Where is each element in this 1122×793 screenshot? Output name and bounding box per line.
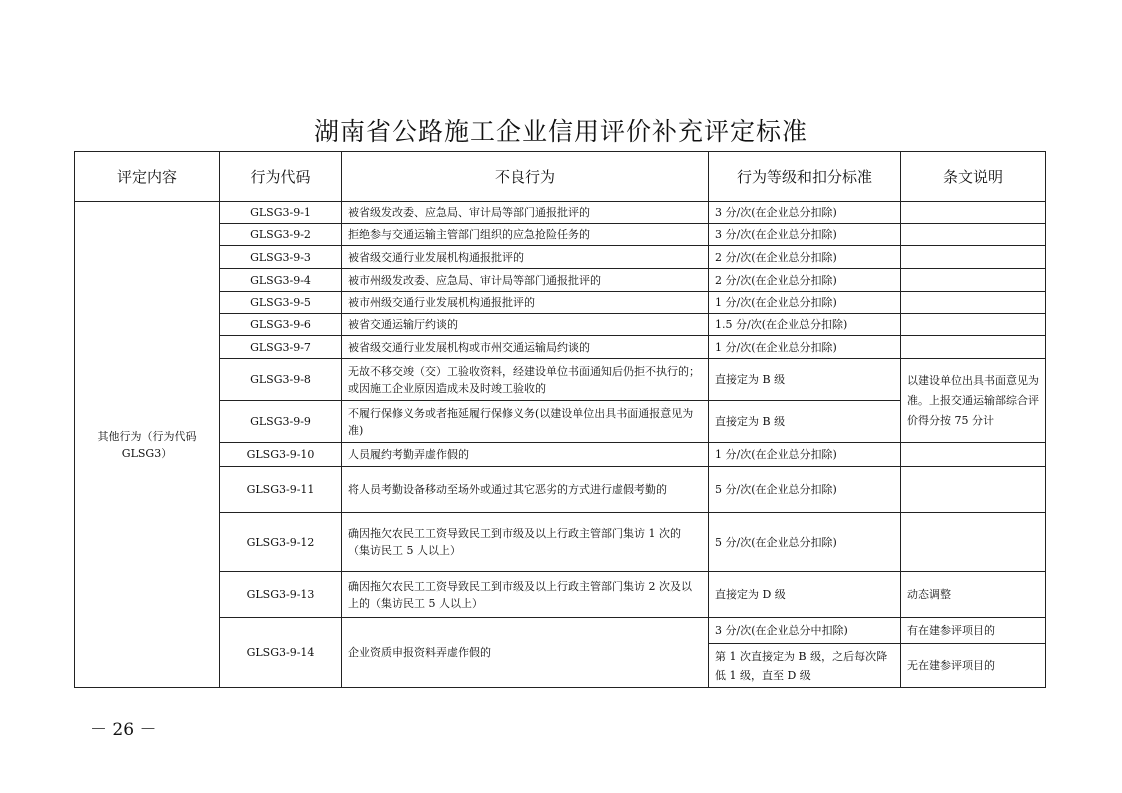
page-number: － 26 － [90,720,157,740]
table-row [75,202,1046,224]
standard-cell: 2 分/次(在企业总分扣除) [709,246,901,269]
note-cell: 以建设单位出具书面意见为准。上报交通运输部综合评价得分按 75 分计 [901,359,1046,443]
standard-cell: 5 分/次(在企业总分扣除) [709,513,901,572]
standard-cell: 3 分/次(在企业总分中扣除) [709,618,901,644]
behavior-cell: 被市州级发改委、应急局、审计局等部门通报批评的 [342,269,709,292]
table-row [75,618,1046,644]
behavior-cell: 拒绝参与交通运输主管部门组织的应急抢险任务的 [342,224,709,246]
code-cell: GLSG3-9-13 [220,572,342,618]
standard-cell: 1 分/次(在企业总分扣除) [709,292,901,314]
code-cell: GLSG3-9-12 [220,513,342,572]
code-cell: GLSG3-9-10 [220,443,342,467]
note-cell [901,224,1046,246]
code-cell: GLSG3-9-7 [220,336,342,359]
note-cell [901,246,1046,269]
table-row [75,269,1046,292]
standard-cell: 1 分/次(在企业总分扣除) [709,443,901,467]
table-row [75,513,1046,572]
code-cell: GLSG3-9-4 [220,269,342,292]
code-cell: GLSG3-9-11 [220,467,342,513]
behavior-cell: 不履行保修义务或者拖延履行保修义务(以建设单位出具书面通报意见为准) [342,401,709,443]
behavior-cell: 被省级交通行业发展机构通报批评的 [342,246,709,269]
behavior-cell: 被省交通运输厅约谈的 [342,314,709,336]
code-cell: GLSG3-9-8 [220,359,342,401]
standard-cell: 3 分/次(在企业总分扣除) [709,202,901,224]
code-cell: GLSG3-9-5 [220,292,342,314]
table-row [75,336,1046,359]
standard-cell: 1 分/次(在企业总分扣除) [709,336,901,359]
header-behavior: 不良行为 [342,152,709,202]
behavior-cell: 确因拖欠农民工工资导致民工到市级及以上行政主管部门集访 1 次的（集访民工 5 人以上） [342,513,709,572]
note-cell [901,314,1046,336]
code-cell: GLSG3-9-3 [220,246,342,269]
note-cell [901,202,1046,224]
document-title: 湖南省公路施工企业信用评价补充评定标准 [313,117,808,146]
behavior-cell: 被市州级交通行业发展机构通报批评的 [342,292,709,314]
behavior-cell: 被省级发改委、应急局、审计局等部门通报批评的 [342,202,709,224]
note-cell: 动态调整 [901,572,1046,618]
standard-cell: 5 分/次(在企业总分扣除) [709,467,901,513]
table-row [75,314,1046,336]
category-cell: 其他行为（行为代码 GLSG3） [75,202,220,688]
header-note: 条文说明 [901,152,1046,202]
table-row [75,443,1046,467]
header-standard: 行为等级和扣分标准 [709,152,901,202]
standard-cell: 3 分/次(在企业总分扣除) [709,224,901,246]
header-code: 行为代码 [220,152,342,202]
standard-cell: 直接定为 B 级 [709,401,901,443]
table-row [75,401,1046,443]
code-cell: GLSG3-9-6 [220,314,342,336]
table-row [75,224,1046,246]
note-cell [901,269,1046,292]
note-cell [901,443,1046,467]
standard-cell: 第 1 次直接定为 B 级，之后每次降低 1 级，直至 D 级 [709,644,901,688]
note-cell [901,336,1046,359]
note-cell [901,513,1046,572]
standard-cell: 直接定为 D 级 [709,572,901,618]
standard-cell: 直接定为 B 级 [709,359,901,401]
code-cell: GLSG3-9-1 [220,202,342,224]
note-cell [901,467,1046,513]
table-row [75,246,1046,269]
standards-table [74,151,1046,688]
behavior-cell: 无故不移交竣（交）工验收资料，经建设单位书面通知后仍拒不执行的；或因施工企业原因造成未及时竣工验收的 [342,359,709,401]
behavior-cell: 企业资质申报资料弄虚作假的 [342,618,709,688]
behavior-cell: 确因拖欠农民工工资导致民工到市级及以上行政主管部门集访 2 次及以上的（集访民工 5 人以上） [342,572,709,618]
note-cell [901,292,1046,314]
table-row [75,467,1046,513]
code-cell: GLSG3-9-2 [220,224,342,246]
table-row [75,292,1046,314]
code-cell: GLSG3-9-9 [220,401,342,443]
behavior-cell: 被省级交通行业发展机构或市州交通运输局约谈的 [342,336,709,359]
note-cell: 无在建参评项目的 [901,644,1046,688]
table-row [75,572,1046,618]
standard-cell: 2 分/次(在企业总分扣除) [709,269,901,292]
behavior-cell: 人员履约考勤弄虚作假的 [342,443,709,467]
note-cell: 有在建参评项目的 [901,618,1046,644]
behavior-cell: 将人员考勤设备移动至场外或通过其它恶劣的方式进行虚假考勤的 [342,467,709,513]
header-category: 评定内容 [75,152,220,202]
standard-cell: 1.5 分/次(在企业总分扣除) [709,314,901,336]
table-header-row [75,152,1046,202]
table-row [75,359,1046,401]
code-cell: GLSG3-9-14 [220,618,342,688]
